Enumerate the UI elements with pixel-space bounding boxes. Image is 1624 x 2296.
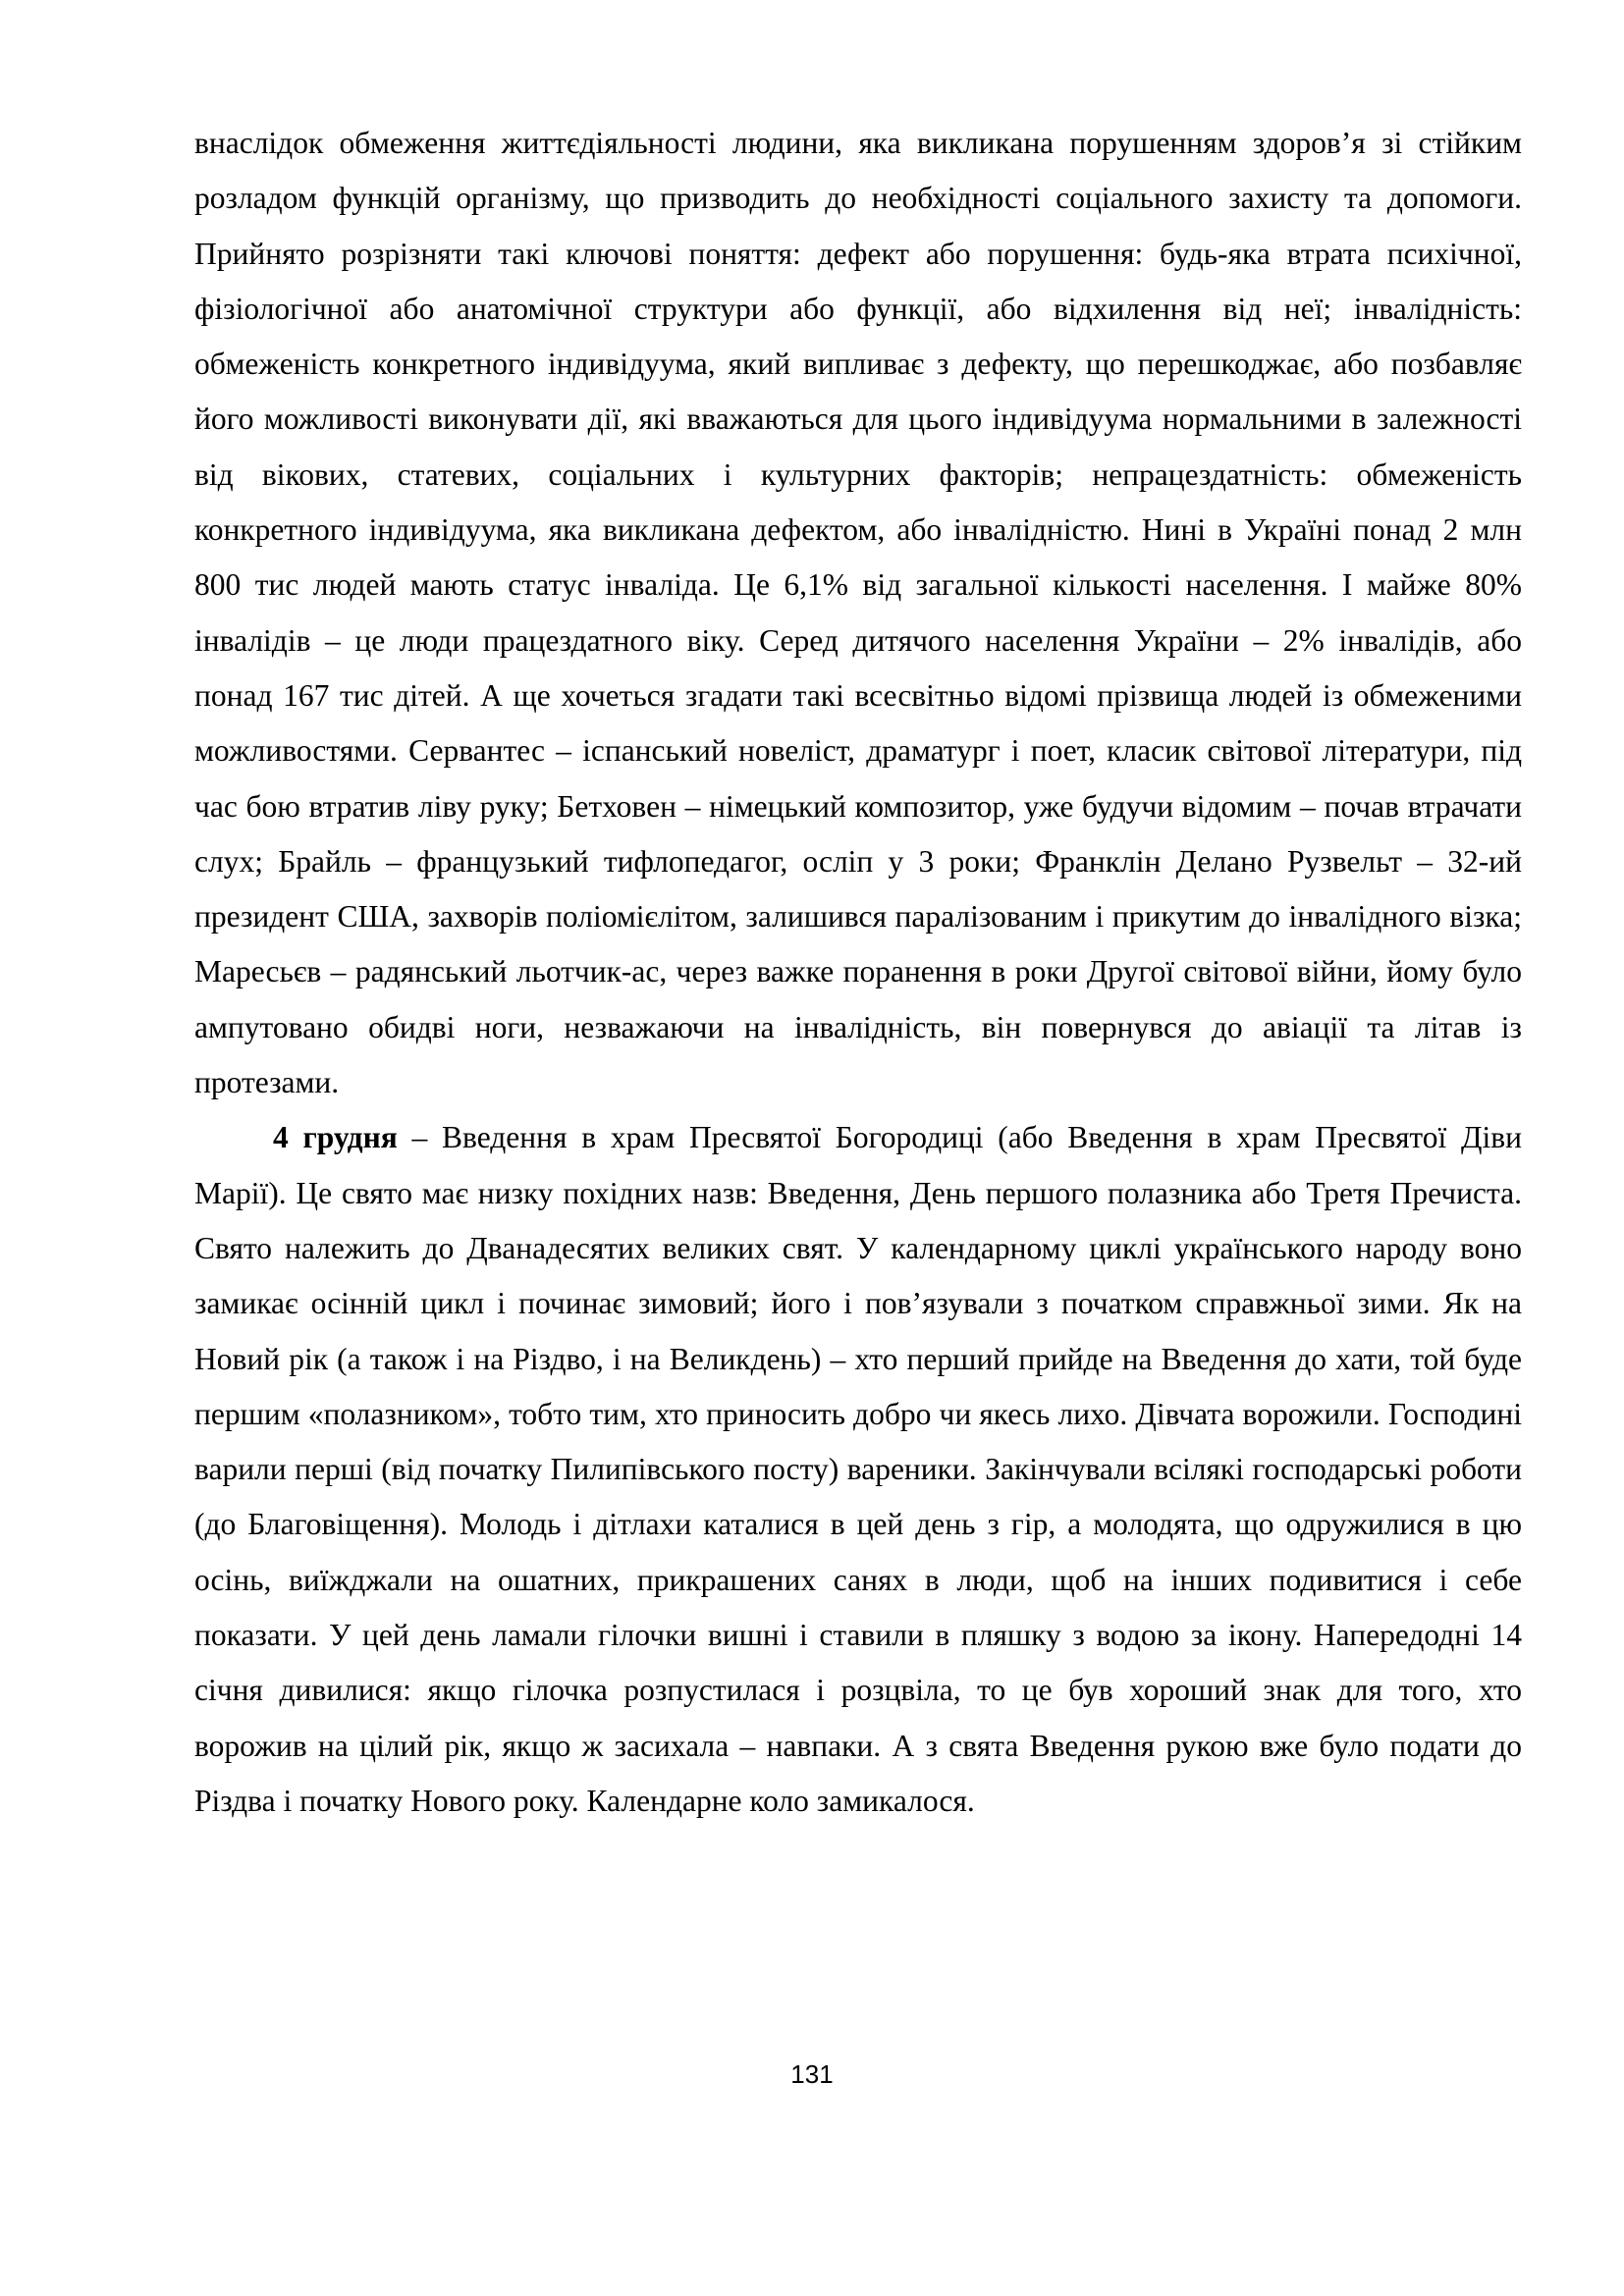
paragraph-text: – Введення в храм Пресвятої Богородиці (або Введення в храм Пресвятої Діви Марії). Це свято має низку похідних назв: Введення, День першого полазника або Третя Пречиста. Свято належить до Дванадесятих великих свят. У календарному циклі українського народу воно замикає осінній цикл і починає зимовий; його і пов’язували з початком справжньої зими. Як на Новий рік (а також і на Різдво, і на Великдень) – хто перший прийде на Введення до хати, той буде першим «полазником», тобто тим, хто приносить добро чи якесь лихо. Дівчата ворожили. Господині варили перші (від початку Пилипівського посту) вареники. Закінчували всілякі господарські роботи (до Благовіщення). Молодь і дітлахи каталися в цей день з гір, а молодята, що одружилися в цю осінь, виїжджали на ошатних, прикрашених санях в люди, щоб на інших подивитися і себе показати. У цей день ламали гілочки вишні і ставили в пляшку з водою за ікону. Напередодні 14 січня дивилися: якщо гілочка розпустилася і розцвіла, то це був хороший знак для того, хто ворожив на цілий рік, якщо ж засихала – навпаки. А з свята Введення рукою вже було подати до Різдва і початку Нового року. Календарне коло замикалося. (194, 1120, 1522, 1818)
page-body (194, 116, 1522, 1829)
paragraph-december-4 (194, 1110, 1522, 1829)
paragraph-disability (194, 116, 1522, 1110)
date-lead: 4 грудня (273, 1120, 398, 1155)
page-number: 131 (790, 2059, 834, 2089)
paragraph-text: внаслідок обмеження життєдіяльності людини, яка викликана порушенням здоров’я зі стійким розладом функцій організму, що призводить до необхідності соціального захисту та допомоги. Прийнято розрізняти такі ключові поняття: дефект або порушення: будь-яка втрата психічної, фізіологічної або анатомічної структури або функції, або відхилення від неї; інвалідність: обмеженість конкретного індивідуума, який випливає з дефекту, що перешкоджає, або позбавляє його можливості виконувати дії, які вважаються для цього індивідуума нормальними в залежності від вікових, статевих, соціальних і культурних факторів; непрацездатність: обмеженість конкретного індивідуума, яка викликана дефектом, або інвалідністю. Нині в Україні понад 2 млн 800 тис людей мають статус інваліда. Це 6,1% від загальної кількості населення. І майже 80% інвалідів – це люди працездатного віку. Серед дитячого населення України – 2% інвалідів, або понад 167 тис дітей. А ще хочеться згадати такі всесвітньо відомі прізвища людей із обмеженими можливостями. Сервантес – іспанський новеліст, драматург і поет, класик світової літератури, під час бою втратив ліву руку; Бетховен – німецький композитор, уже будучи відомим – почав втрачати слух; Брайль – французький тифлопедагог, осліп у 3 роки; Франклін Делано Рузвельт – 32-ий президент США, захворів поліомієлітом, залишився паралізованим і прикутим до інвалідного візка; Маресьєв – радянський льотчик-ас, через важке поранення в роки Другої світової війни, йому було ампутовано обидві ноги, незважаючи на інвалідність, він повернувся до авіації та літав із протезами. (194, 126, 1522, 1100)
